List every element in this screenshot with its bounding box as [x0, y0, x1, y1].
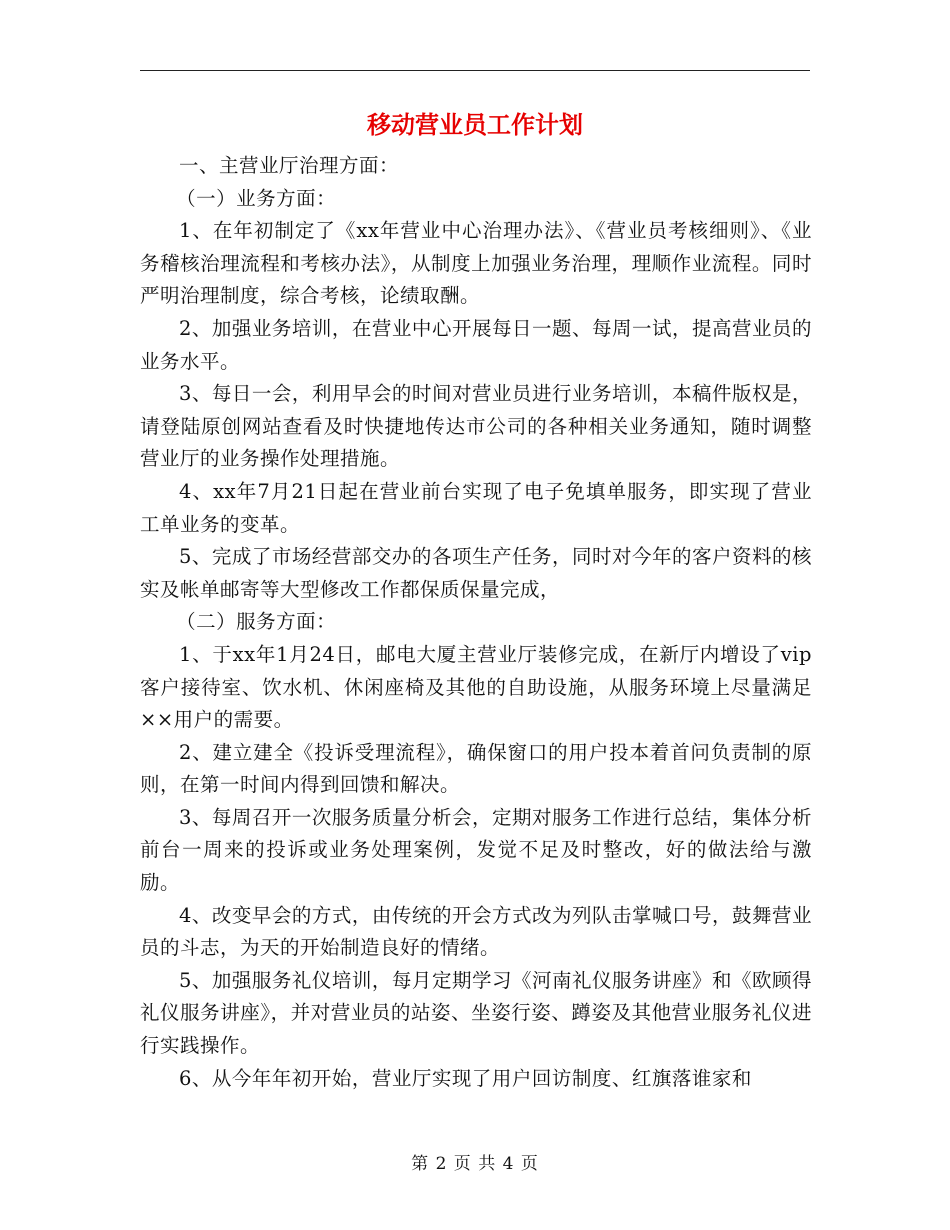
- subsection-heading-1: （一）业务方面：: [176, 186, 337, 210]
- paragraph: 2、建立建全《投诉受理流程》，确保窗口的用户投本着首问负责制的原则，在第一时间内得到回馈和解决。: [140, 740, 812, 797]
- document-title: 移动营业员工作计划: [367, 111, 583, 139]
- page-number: 第 2 页 共 4 页: [411, 1154, 539, 1174]
- section-heading-1: 一、主营业厅治理方面：: [179, 154, 400, 177]
- paragraph: 2、加强业务培训，在营业中心开展每日一题、每周一试，提高营业员的业务水平。: [140, 316, 812, 373]
- paragraph: 6、从今年年初开始，营业厅实现了用户回访制度、红旗落谁家和: [179, 1066, 752, 1090]
- paragraph: 1、于xx年1月24日，邮电大厦主营业厅装修完成，在新厅内增设了vip客户接待室、饮水机、休闲座椅及其他的自助设施，从服务环境上尽量满足××用户的需要。: [140, 642, 812, 732]
- paragraph: 4、xx年7月21日起在营业前台实现了电子免填单服务，即实现了营业工单业务的变革。: [140, 479, 812, 536]
- paragraph: 5、加强服务礼仪培训，每月定期学习《河南礼仪服务讲座》和《欧顾得礼仪服务讲座》，并对营业员的站姿、坐姿行姿、蹲姿及其他营业服务礼仪进行实践操作。: [140, 968, 812, 1058]
- subsection-heading-2: （二）服务方面：: [176, 610, 337, 634]
- paragraph: 4、改变早会的方式，由传统的开会方式改为列队击掌喊口号，鼓舞营业员的斗志，为天的开始制造良好的情绪。: [140, 903, 812, 960]
- document-body: [140, 150, 812, 1095]
- paragraph: 1、在年初制定了《xx年营业中心治理办法》、《营业员考核细则》、《业务稽核治理流程和考核办法》，从制度上加强业务治理，理顺作业流程。同时严明治理制度，综合考核，论绩取酬。: [140, 219, 812, 308]
- paragraph: 5、完成了市场经营部交办的各项生产任务，同时对今年的客户资料的核实及帐单邮寄等大型修改工作都保质保量完成，: [140, 545, 812, 601]
- paragraph: 3、每周召开一次服务质量分析会，定期对服务工作进行总结，集体分析前台一周来的投诉或业务处理案例，发觉不足及时整改，好的做法给与激励。: [140, 805, 812, 895]
- header-rule: [140, 70, 810, 71]
- paragraph: 3、每日一会，利用早会的时间对营业员进行业务培训，本稿件版权是，请登陆原创网站查看及时快捷地传达市公司的各种相关业务通知，随时调整营业厅的业务操作处理措施。: [140, 382, 812, 471]
